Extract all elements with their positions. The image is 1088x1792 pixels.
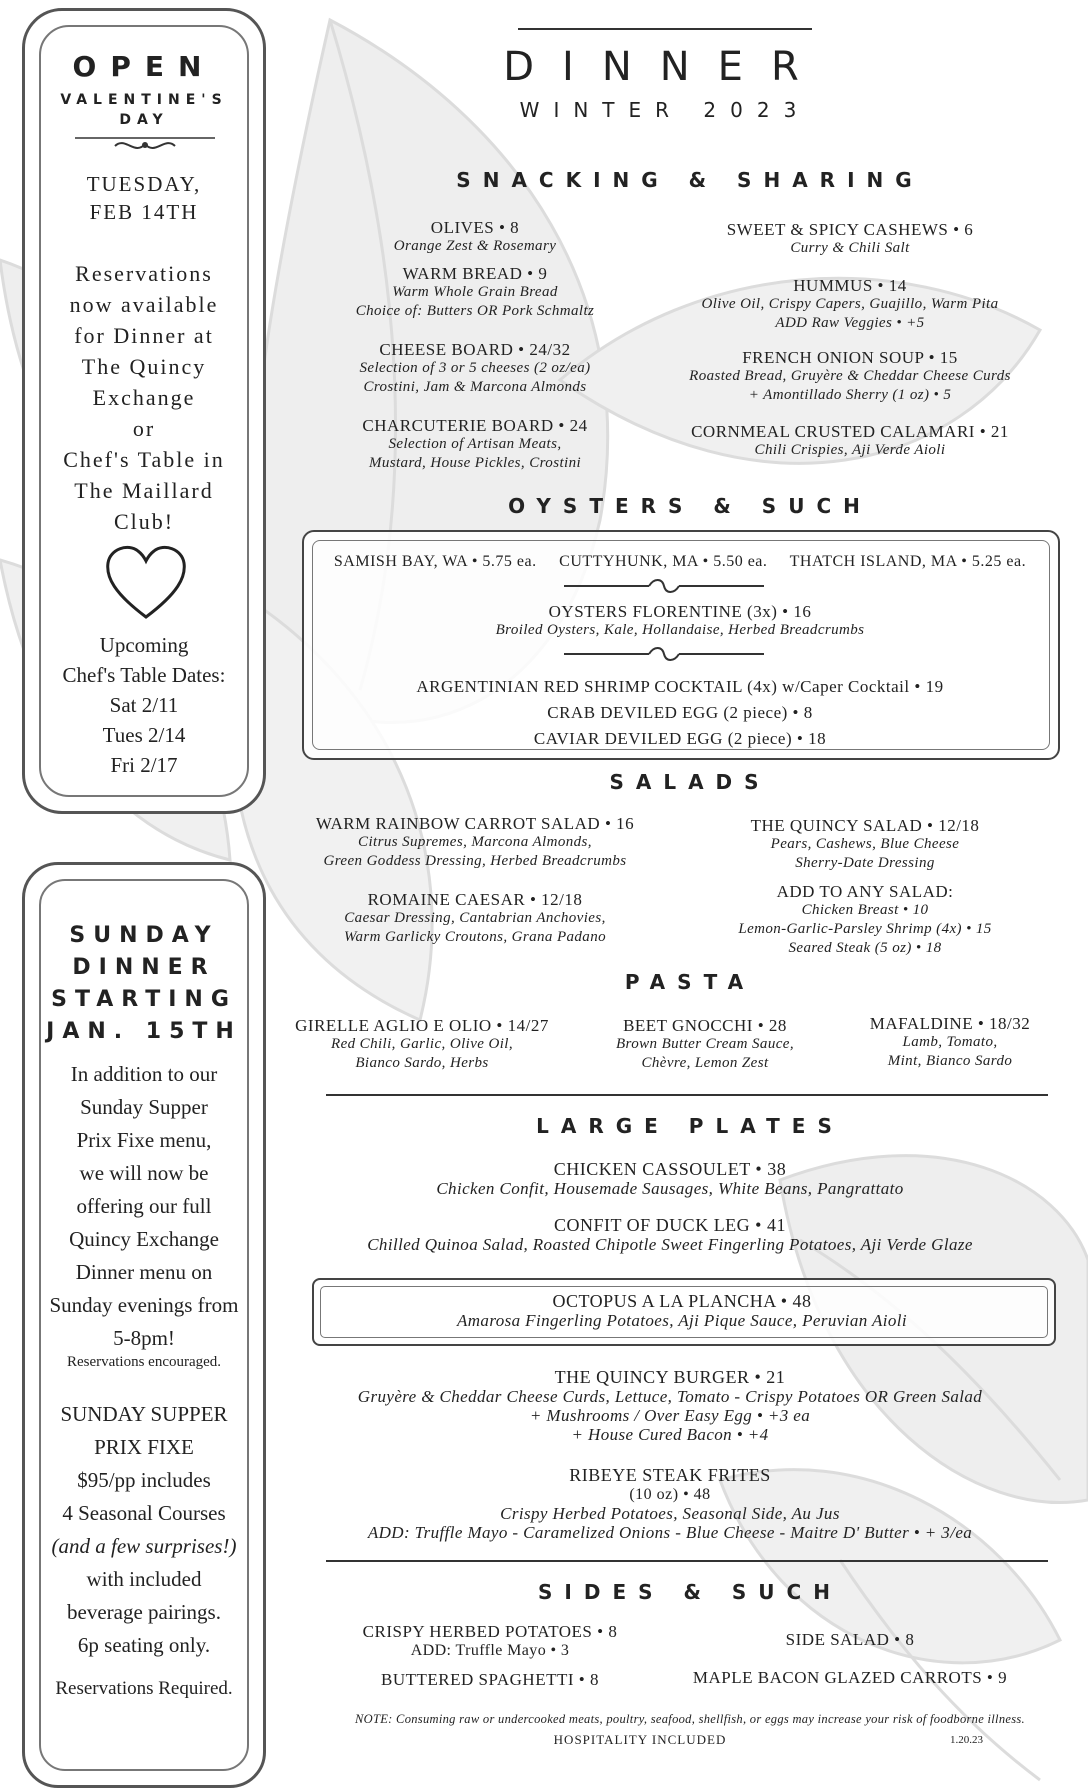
oyster-row bbox=[310, 552, 1050, 571]
oyster-others: ARGENTINIAN RED SHRIMP COCKTAIL (4x) w/Caper Cocktail • 19 CRAB DEVILED EGG (2 piece) • 8 CAVIAR DEVILED EGG (2 piece) • 18 bbox=[416, 677, 944, 748]
menu-item-calamari: CORNMEAL CRUSTED CALAMARI • 21 Chili Crispies, Aji Verde Aioli bbox=[691, 422, 1009, 458]
section-title-large-plates: LARGE PLATES bbox=[536, 1114, 844, 1138]
scroll-divider-icon bbox=[564, 646, 764, 662]
menu-item-hummus: HUMMUS • 14 Olive Oil, Crispy Capers, Guajillo, Warm Pita ADD Raw Veggies • +5 bbox=[701, 276, 999, 331]
date-line-1: TUESDAY, bbox=[86, 172, 202, 196]
menu-item-quincy-salad: THE QUINCY SALAD • 12/18 Pears, Cashews, Blue Cheese Sherry-Date Dressing bbox=[750, 816, 980, 871]
scroll-divider-icon bbox=[564, 578, 764, 594]
heart-icon bbox=[104, 543, 188, 621]
footer-date: 1.20.23 bbox=[950, 1734, 983, 1746]
side-salad: SIDE SALAD • 8 bbox=[785, 1630, 915, 1649]
oyster-samish: SAMISH BAY, WA • 5.75 ea. bbox=[333, 553, 537, 570]
side-buttered-spaghetti: BUTTERED SPAGHETTI • 8 bbox=[381, 1670, 599, 1689]
ornament-divider-icon bbox=[70, 130, 220, 156]
menu-item-warm-bread: WARM BREAD • 9 Warm Whole Grain Bread Choice of: Butters OR Pork Schmaltz bbox=[355, 264, 595, 319]
reservations-required: Reservations Required. bbox=[55, 1678, 233, 1699]
side-crispy-potatoes: CRISPY HERBED POTATOES • 8 ADD: Truffle Mayo • 3 bbox=[362, 1622, 618, 1659]
reservations-encouraged: Reservations encouraged. bbox=[66, 1354, 222, 1370]
open-heading: OPEN bbox=[72, 50, 216, 83]
oyster-cuttyhunk: CUTTYHUNK, MA • 5.50 ea. bbox=[559, 553, 768, 570]
menu-item-ribeye: RIBEYE STEAK FRITES (10 oz) • 48 Crispy Herbed Potatoes, Seasonal Side, Au Jus ADD: Truffle Mayo - Caramelized Onions - Blue Cheese - Maitre D' Butter • + 3/ea bbox=[367, 1465, 973, 1542]
side-carrots: MAPLE BACON GLAZED CARROTS • 9 bbox=[692, 1668, 1008, 1687]
section-title-salads: SALADS bbox=[609, 770, 771, 794]
menu-subtitle: WINTER 2023 bbox=[519, 98, 811, 122]
oyster-thatch: THATCH ISLAND, MA • 5.25 ea. bbox=[789, 553, 1027, 570]
menu-item-mafaldine: MAFALDINE • 18/32 Lamb, Tomato, Mint, Bianco Sardo bbox=[869, 1014, 1031, 1069]
upcoming-dates: Upcoming Chef's Table Dates: Sat 2/11 Tues 2/14 Fri 2/17 bbox=[62, 633, 226, 777]
reservation-text: Reservations now available for Dinner at The Quincy Exchange or Chef's Table in The Maillard Club! bbox=[63, 261, 225, 534]
pasta-rule bbox=[326, 1094, 1048, 1096]
menu-item-oysters-florentine: OYSTERS FLORENTINE (3x) • 16 Broiled Oysters, Kale, Hollandaise, Herbed Breadcrumbs bbox=[495, 602, 865, 638]
menu-item-caesar: ROMAINE CAESAR • 12/18 Caesar Dressing, Cantabrian Anchovies, Warm Garlicky Croutons, Grana Padano bbox=[343, 890, 607, 945]
section-title-sides: SIDES & SUCH bbox=[538, 1580, 842, 1604]
menu-item-salad-addons: ADD TO ANY SALAD: Chicken Breast • 10 Lemon-Garlic-Parsley Shrimp (4x) • 15 Seared Steak (5 oz) • 18 bbox=[738, 882, 992, 956]
menu-item-girelle: GIRELLE AGLIO E OLIO • 14/27 Red Chili, Garlic, Olive Oil, Bianco Sardo, Herbs bbox=[295, 1016, 549, 1071]
event-line-1: VALENTINE'S bbox=[60, 92, 228, 108]
menu-item-cassoulet: CHICKEN CASSOULET • 38 Chicken Confit, Housemade Sausages, White Beans, Pangrattato bbox=[436, 1159, 904, 1198]
menu-item-olives: OLIVES • 8 Orange Zest & Rosemary bbox=[393, 218, 557, 254]
menu-item-duck: CONFIT OF DUCK LEG • 41 Chilled Quinoa Salad, Roasted Chipotle Sweet Fingerling Potatoes, Aji Verde Glaze bbox=[367, 1215, 973, 1254]
menu-item-octopus: OCTOPUS A LA PLANCHA • 48 Amarosa Fingerling Potatoes, Aji Pique Sauce, Peruvian Aioli bbox=[456, 1291, 908, 1330]
footer-hospitality: HOSPITALITY INCLUDED bbox=[553, 1732, 727, 1747]
sunday-heading: SUNDAY DINNER STARTING JAN. 15TH bbox=[46, 923, 242, 1044]
date-line-2: FEB 14TH bbox=[89, 200, 199, 224]
event-line-2: DAY bbox=[119, 112, 169, 128]
menu-item-onion-soup: FRENCH ONION SOUP • 15 Roasted Bread, Gruyère & Cheddar Cheese Curds + Amontillado Sherry (1 oz) • 5 bbox=[689, 348, 1011, 403]
footer-note: NOTE: Consuming raw or undercooked meats, poultry, seafood, shellfish, or eggs may increase your risk of foodborne illness. bbox=[355, 1712, 1025, 1726]
menu-item-carrot-salad: WARM RAINBOW CARROT SALAD • 16 Citrus Supremes, Marcona Almonds, Green Goddess Dressing, Herbed Breadcrumbs bbox=[315, 814, 635, 869]
header-rule-top bbox=[518, 28, 812, 30]
sunday-body: In addition to our Sunday Supper Prix Fixe menu, we will now be offering our full Quincy Exchange Dinner menu on Sunday evenings from 5-8pm! bbox=[49, 1062, 239, 1350]
prix-fixe-text: SUNDAY SUPPER PRIX FIXE $95/pp includes 4 Seasonal Courses (and a few surprises!) with included beverage pairings. 6p seating only. bbox=[51, 1402, 237, 1657]
large-plates-rule bbox=[326, 1560, 1048, 1562]
menu-item-burger: THE QUINCY BURGER • 21 Gruyère & Cheddar Cheese Curds, Lettuce, Tomato - Crispy Potatoes OR Green Salad + Mushrooms / Over Easy Egg • +3 ea + House Cured Bacon • +4 bbox=[357, 1367, 983, 1444]
menu-item-cheese-board: CHEESE BOARD • 24/32 Selection of 3 or 5 cheeses (2 oz/ea) Crostini, Jam & Marcona Almonds bbox=[359, 340, 591, 395]
section-title-oysters: OYSTERS & SUCH bbox=[508, 494, 872, 518]
section-title-pasta: PASTA bbox=[624, 970, 756, 994]
menu-item-cashews: SWEET & SPICY CASHEWS • 6 Curry & Chili Salt bbox=[726, 220, 974, 256]
menu-item-charcuterie: CHARCUTERIE BOARD • 24 Selection of Artisan Meats, Mustard, House Pickles, Crostini bbox=[362, 416, 588, 471]
section-title-snacking: SNACKING & SHARING bbox=[456, 168, 924, 192]
menu-title: DINNER bbox=[503, 44, 827, 90]
menu-item-beet-gnocchi: BEET GNOCCHI • 28 Brown Butter Cream Sauce, Chèvre, Lemon Zest bbox=[615, 1016, 795, 1071]
